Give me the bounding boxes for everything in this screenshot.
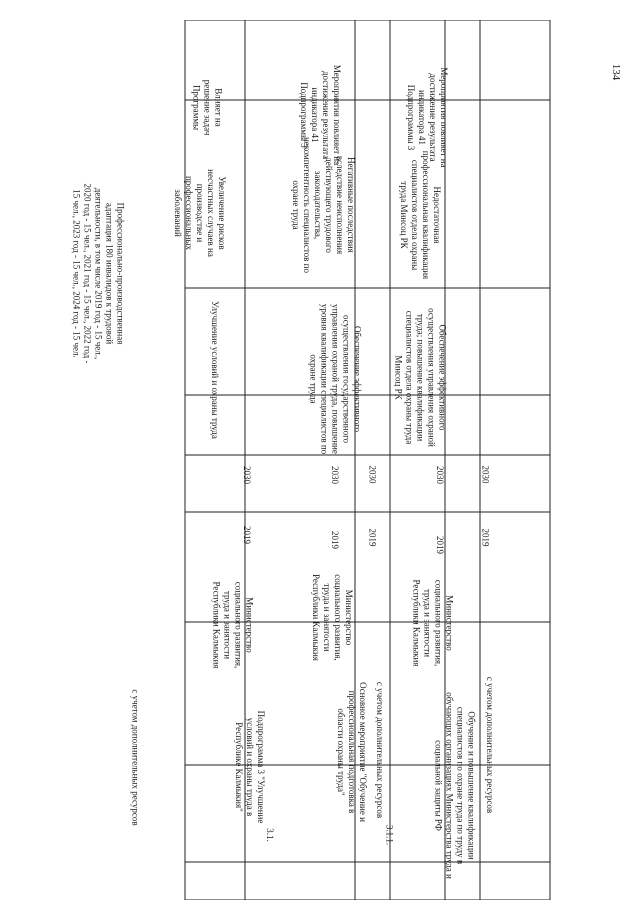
row3-end: 2030 bbox=[367, 465, 378, 484]
row2-consequences: Негативные последствия вследствие неисполнения действующего трудового законодательства, некомпетентность специалистов по охране труда bbox=[291, 136, 356, 273]
row2-start: 2019 bbox=[330, 531, 341, 549]
row4-result: Обеспечение эффективного осуществления управления охраной труда; повышение квалификации специалистов отдела охраны труда Минсоц РК bbox=[393, 308, 448, 447]
row2-executor: Министерство социального развития, труда и занятости Республики Калмыкия bbox=[311, 574, 355, 661]
row5-name: с учетом дополнительных ресурсов bbox=[485, 676, 496, 814]
row4-consequences: Недостаточная профессиональная квалификация специалистов отдела охраны труда Минсоц РК bbox=[399, 150, 442, 280]
row4-executor: Министерство социального развития, труда и занятости Республики Калмыкия bbox=[411, 579, 455, 667]
row0-result: Профессионально-производственная адаптация 180 инвалидов к трудовой деятельности, в том числе 2019 год - 15 чел., 2020 год - 15 чел., 2021 год - 15 чел., 2022 год - 15 чел., 2023 год - 15 чел., 2024 год - 15 чел. bbox=[71, 183, 126, 364]
row1-end: 2030 bbox=[242, 466, 253, 484]
row4-number: 3.1.1. bbox=[385, 824, 395, 846]
row2-end: 2030 bbox=[330, 466, 341, 484]
row5-start: 2019 bbox=[480, 528, 491, 547]
row1-name: Подпрограмма 3 "Улучшение условий и охраны труда в Республике Калмыкия" bbox=[234, 710, 267, 824]
row4-end: 2030 bbox=[435, 466, 446, 484]
row1-executor: Министерство социального развития, труда и занятости Республики Калмыкия bbox=[211, 581, 255, 669]
row1-consequences: Увеличение рисков несчастных случаев на производстве и профессиональных заболеваний bbox=[173, 169, 228, 257]
row4-link: Мероприятия повлияет на достижение результата индикатора 41 Подпрограммы 3 bbox=[406, 67, 450, 168]
row0-link: Влияет на решение задач Программы bbox=[191, 79, 224, 136]
row5-end: 2030 bbox=[480, 465, 491, 484]
row1-result: Улучшение условий и охраны труда bbox=[210, 301, 221, 439]
row2-name: Основное мероприятие "Обучение и профессиональная подготовка в области охраны труда" bbox=[336, 682, 369, 822]
row4-name: Обучение и повышение квалификации специалистов по охране труда по труду в обучающих организациях Министерства труда и социальной защиты РФ bbox=[434, 692, 477, 879]
row1-start: 2019 bbox=[242, 526, 253, 544]
row3-name: с учетом дополнительных ресурсов bbox=[375, 681, 386, 819]
row2-result: Обеспечение эффективного осуществления государственного управления охраной труда, повышение уровня квалификации специалистов по охране труда bbox=[309, 303, 363, 455]
row2-number: 3.1. bbox=[265, 828, 276, 842]
row0-name: с учетом дополнительных ресурсов bbox=[130, 689, 141, 826]
row2-link: Мероприятия повлияет на достижение результата индикатора 41 Подпрограммы 3 bbox=[299, 64, 342, 166]
row3-start: 2019 bbox=[367, 528, 378, 547]
row4-start: 2019 bbox=[435, 536, 446, 554]
page-number: 134 bbox=[610, 63, 622, 81]
